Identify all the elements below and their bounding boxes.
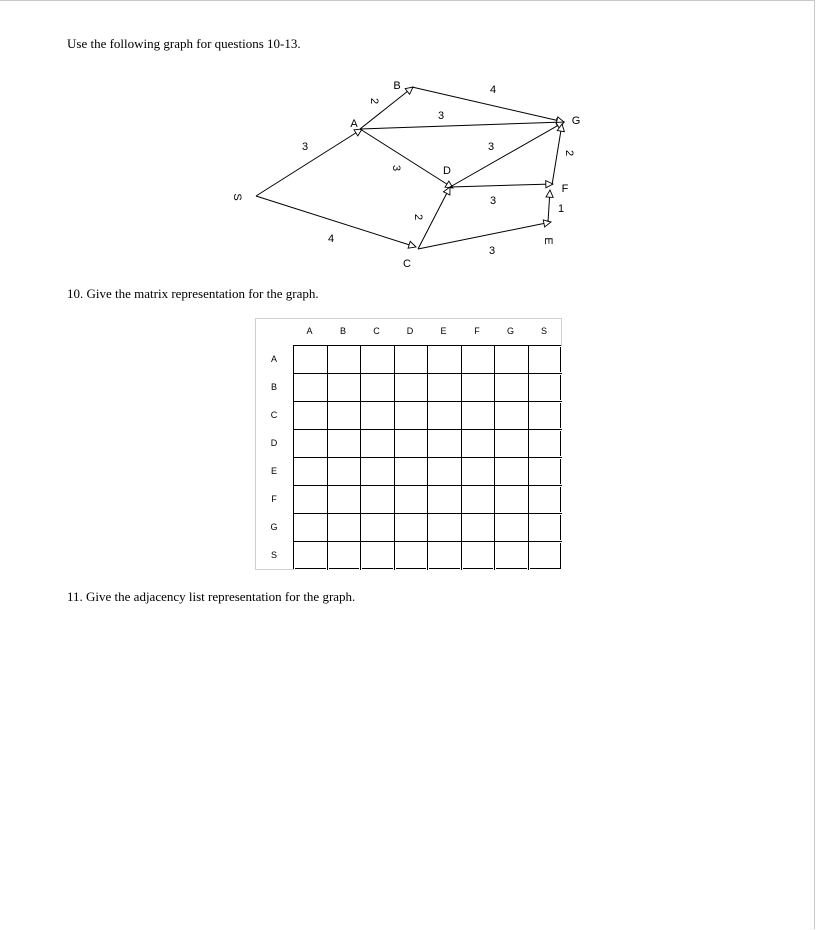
- edge-a-d: [360, 129, 453, 188]
- matrix-column-header: A: [306, 326, 313, 336]
- matrix-cell[interactable]: [529, 430, 563, 458]
- matrix-column-header: C: [373, 326, 380, 336]
- edge-weight-b-g: 4: [489, 83, 497, 96]
- matrix-cell[interactable]: [529, 374, 563, 402]
- edge-weight-a-b: 2: [368, 97, 381, 105]
- matrix-cell[interactable]: [395, 542, 429, 570]
- matrix-cell[interactable]: [294, 402, 328, 430]
- node-label-e: E: [542, 237, 555, 245]
- edge-d-f: [450, 184, 553, 187]
- matrix-cell[interactable]: [395, 374, 429, 402]
- matrix-row-header: G: [270, 522, 278, 532]
- edge-weight-c-d: 2: [412, 213, 425, 221]
- matrix-cell[interactable]: [428, 346, 462, 374]
- matrix-column-header: E: [440, 326, 447, 336]
- matrix-cell[interactable]: [462, 486, 496, 514]
- edge-f-g: [552, 124, 562, 185]
- edge-a-g: [360, 122, 564, 129]
- matrix-cell[interactable]: [462, 430, 496, 458]
- matrix-cell[interactable]: [462, 514, 496, 542]
- matrix-cell[interactable]: [529, 458, 563, 486]
- matrix-row-header: B: [270, 382, 277, 392]
- matrix-row-header: C: [270, 410, 278, 420]
- matrix-row-header: S: [270, 550, 277, 560]
- matrix-cell[interactable]: [294, 514, 328, 542]
- matrix-cell[interactable]: [328, 458, 362, 486]
- matrix-cell[interactable]: [495, 486, 529, 514]
- matrix-cell[interactable]: [395, 514, 429, 542]
- matrix-column-header: B: [339, 326, 346, 336]
- matrix-column-header: D: [406, 326, 414, 336]
- matrix-cell[interactable]: [495, 346, 529, 374]
- node-label-b: B: [393, 79, 401, 92]
- matrix-cell[interactable]: [495, 402, 529, 430]
- matrix-cell[interactable]: [428, 430, 462, 458]
- matrix-cell[interactable]: [428, 542, 462, 570]
- node-label-a: A: [350, 117, 358, 130]
- matrix-cell[interactable]: [462, 402, 496, 430]
- edge-c-e: [418, 222, 551, 249]
- matrix-cell[interactable]: [294, 542, 328, 570]
- matrix-cell[interactable]: [428, 486, 462, 514]
- matrix-row-header: E: [270, 466, 277, 476]
- matrix-cell[interactable]: [361, 486, 395, 514]
- matrix-cell[interactable]: [495, 542, 529, 570]
- matrix-cell[interactable]: [395, 346, 429, 374]
- matrix-cell[interactable]: [395, 458, 429, 486]
- edge-weight-a-g: 3: [437, 109, 445, 122]
- matrix-cell[interactable]: [462, 374, 496, 402]
- matrix-cell[interactable]: [428, 402, 462, 430]
- matrix-cell[interactable]: [529, 402, 563, 430]
- node-label-s: S: [231, 193, 244, 201]
- directed-graph: [0, 0, 817, 280]
- node-label-f: F: [561, 182, 569, 195]
- matrix-row-header: A: [270, 354, 277, 364]
- adjacency-matrix: [255, 318, 562, 570]
- matrix-cell[interactable]: [328, 542, 362, 570]
- matrix-cell[interactable]: [361, 458, 395, 486]
- matrix-cell[interactable]: [361, 542, 395, 570]
- matrix-cell[interactable]: [294, 346, 328, 374]
- matrix-cell[interactable]: [361, 430, 395, 458]
- node-label-d: D: [443, 164, 451, 177]
- matrix-column-header: G: [506, 326, 514, 336]
- matrix-cell[interactable]: [328, 402, 362, 430]
- matrix-cell[interactable]: [495, 458, 529, 486]
- matrix-cell[interactable]: [495, 514, 529, 542]
- node-label-g: G: [571, 114, 581, 127]
- edge-e-f: [548, 190, 550, 222]
- matrix-cell[interactable]: [529, 486, 563, 514]
- matrix-cell[interactable]: [395, 486, 429, 514]
- matrix-cell[interactable]: [428, 514, 462, 542]
- matrix-row-header: F: [271, 494, 277, 504]
- matrix-cell[interactable]: [294, 430, 328, 458]
- question-10: 10. Give the matrix representation for the graph.: [67, 286, 319, 301]
- node-label-c: C: [403, 257, 411, 270]
- edge-s-a: [256, 129, 362, 196]
- matrix-cell[interactable]: [328, 430, 362, 458]
- edge-weight-d-f: 3: [489, 194, 497, 207]
- matrix-cell[interactable]: [529, 542, 563, 570]
- edge-a-b: [360, 87, 413, 129]
- matrix-cell[interactable]: [361, 402, 395, 430]
- matrix-column-header: S: [540, 326, 547, 336]
- matrix-grid: [293, 345, 561, 569]
- matrix-cell[interactable]: [462, 346, 496, 374]
- edge-b-g: [412, 87, 564, 122]
- matrix-cell[interactable]: [428, 374, 462, 402]
- matrix-cell[interactable]: [395, 402, 429, 430]
- edge-s-c: [256, 196, 416, 247]
- edge-weight-f-g: 2: [563, 149, 576, 157]
- edge-weight-s-a: 3: [301, 140, 309, 153]
- matrix-cell[interactable]: [328, 374, 362, 402]
- matrix-cell[interactable]: [294, 486, 328, 514]
- matrix-cell[interactable]: [462, 542, 496, 570]
- matrix-cell[interactable]: [428, 458, 462, 486]
- edge-weight-s-c: 4: [327, 232, 335, 245]
- intro-text: Use the following graph for questions 10-13.: [67, 36, 301, 51]
- matrix-cell[interactable]: [328, 346, 362, 374]
- edge-weight-e-f: 1: [557, 202, 565, 215]
- matrix-cell[interactable]: [529, 514, 563, 542]
- matrix-cell[interactable]: [361, 346, 395, 374]
- matrix-cell[interactable]: [328, 486, 362, 514]
- matrix-cell[interactable]: [395, 430, 429, 458]
- matrix-cell[interactable]: [328, 514, 362, 542]
- edge-weight-d-g: 3: [487, 140, 495, 153]
- matrix-cell[interactable]: [495, 374, 529, 402]
- matrix-column-header: F: [474, 326, 480, 336]
- matrix-cell[interactable]: [361, 374, 395, 402]
- matrix-cell[interactable]: [294, 374, 328, 402]
- edge-d-g: [450, 122, 564, 187]
- matrix-cell[interactable]: [462, 458, 496, 486]
- question-11: 11. Give the adjacency list representation for the graph.: [67, 589, 356, 604]
- matrix-cell[interactable]: [495, 430, 529, 458]
- edge-weight-c-e: 3: [488, 244, 496, 257]
- matrix-cell[interactable]: [529, 346, 563, 374]
- matrix-cell[interactable]: [294, 458, 328, 486]
- matrix-row-header: D: [270, 438, 278, 448]
- matrix-cell[interactable]: [361, 514, 395, 542]
- edge-weight-a-d: 3: [390, 164, 403, 172]
